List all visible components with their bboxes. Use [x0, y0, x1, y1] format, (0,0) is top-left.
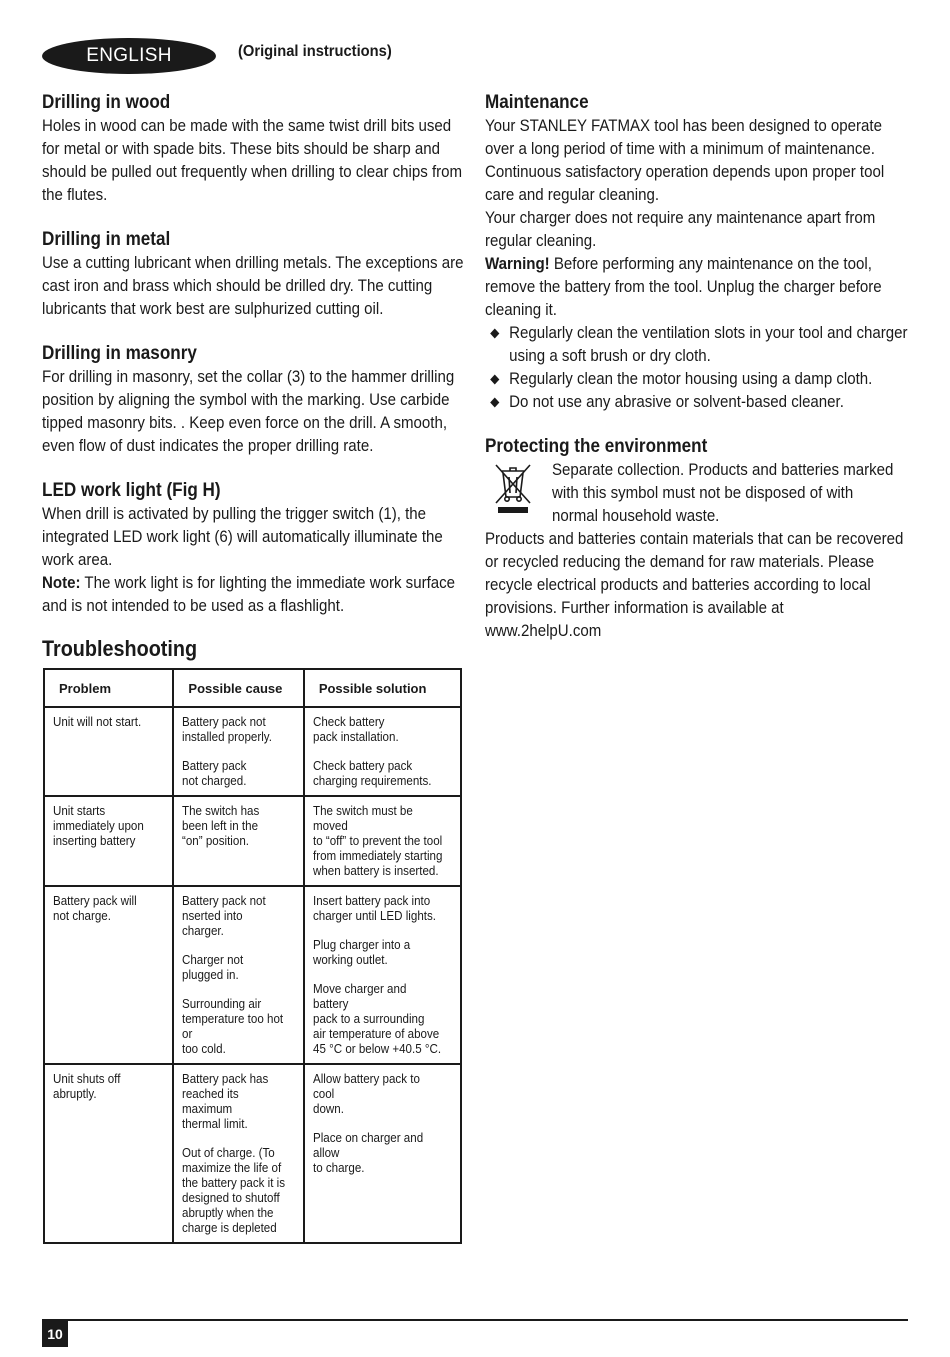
problem-cell — [44, 886, 173, 1064]
footer-rule — [42, 1319, 908, 1321]
section-title: Maintenance — [485, 92, 589, 113]
problem-text: Unit shuts off abruptly. — [53, 1072, 121, 1101]
problem-cell — [44, 707, 173, 796]
section-title: Troubleshooting — [42, 636, 198, 661]
section-title: LED work light (Fig H) — [42, 480, 221, 501]
cause-text: Surrounding air temperature too hot or too cold. — [182, 997, 284, 1056]
list-item: Regularly clean the motor housing using a damp cloth. — [485, 368, 928, 391]
note-paragraph — [42, 572, 465, 618]
section-body: For drilling in masonry, set the collar (3) to the hammer drilling position by aligning the symbol with the marking. Use carbide tipped masonry bits. . Keep even force on the drill. A smooth, even flow of dust indicates the proper drilling rate. — [42, 368, 455, 455]
section-maintenance — [485, 92, 908, 414]
diamond-bullet-icon — [490, 375, 499, 385]
section-drilling-wood — [42, 92, 467, 207]
section-led-work-light — [42, 480, 467, 618]
diamond-bullet-icon — [490, 329, 499, 339]
cause-cell — [173, 886, 303, 1064]
solution-text: Allow battery pack to cool down. — [312, 1072, 420, 1116]
document-subtitle: (Original instructions) — [238, 43, 392, 60]
section-body: Holes in wood can be made with the same twist drill bits used for metal or with spade bits. These bits should be sharp and should be pulled out frequently when drilling to clear chips from the flutes. — [42, 117, 463, 204]
problem-cell — [44, 796, 173, 886]
symbol-row — [485, 459, 905, 528]
solution-text: The switch must be moved to “off” to prevent the tool from immediately starting when battery is inserted. — [312, 804, 443, 878]
cause-text: Out of charge. (To maximize the life of the battery pack it is designed to shutoff abruptly when the charge is depleted — [182, 1146, 286, 1235]
language-label: ENGLISH — [86, 45, 172, 66]
diamond-bullet-icon — [490, 398, 499, 408]
section-title: Drilling in metal — [42, 229, 171, 250]
solution-text: Place on charger and allow to charge. — [312, 1131, 423, 1175]
language-badge — [42, 38, 216, 74]
table-row — [44, 796, 461, 886]
table-header-cause: Possible cause — [173, 669, 303, 707]
cause-cell — [173, 796, 303, 886]
cause-text: Battery pack not installed properly. — [182, 715, 273, 744]
solution-cell — [304, 1064, 461, 1243]
solution-text: Move charger and battery pack to a surrounding air temperature of above 45 °C or below +40.5 °C. — [312, 982, 441, 1056]
problem-text: Battery pack will not charge. — [53, 894, 137, 923]
left-column — [42, 92, 467, 1266]
solution-text: Check battery pack charging requirements. — [312, 759, 432, 788]
table-row — [44, 886, 461, 1064]
section-title: Drilling in masonry — [42, 343, 197, 364]
section-environment — [485, 436, 905, 643]
symbol-text: Separate collection. Products and batteries marked with this symbol must not be disposed of with normal household waste. — [552, 461, 894, 525]
section-drilling-metal — [42, 229, 467, 321]
note-text: The work light is for lighting the immediate work surface and is not intended to be used as a flashlight. — [42, 574, 456, 615]
symbol-text-block — [552, 459, 922, 528]
crossed-out-wheelie-bin-icon — [490, 461, 538, 517]
solution-cell — [304, 886, 461, 1064]
warning-label: Warning! — [485, 255, 550, 273]
page-number: 10 — [42, 1321, 68, 1347]
cause-text: Battery pack not nserted into charger. — [182, 894, 267, 938]
maintenance-list — [485, 322, 908, 414]
troubleshooting-table — [43, 668, 462, 1244]
section-troubleshooting — [42, 636, 467, 1244]
list-item: Do not use any abrasive or solvent-based cleaner. — [485, 391, 928, 414]
list-item: Regularly clean the ventilation slots in your tool and charger using a soft brush or dry cloth. — [485, 322, 928, 368]
warning-paragraph — [485, 253, 904, 322]
right-column — [485, 92, 908, 665]
section-drilling-masonry — [42, 343, 467, 458]
section-body: When drill is activated by pulling the trigger switch (1), the integrated LED work light (6) will automatically illuminate the work area. — [42, 505, 443, 569]
section-body: Your STANLEY FATMAX tool has been designed to operate over a long period of time with a minimum of maintenance. Continuous satisfactory operation depends upon proper tool care and regular cleaning. — [485, 117, 885, 204]
problem-cell — [44, 1064, 173, 1243]
solution-cell — [304, 707, 461, 796]
solution-text: Insert battery pack into charger until LED lights. — [312, 894, 436, 923]
solution-text: Plug charger into a working outlet. — [312, 938, 411, 967]
cause-text: Battery pack not charged. — [182, 759, 247, 788]
problem-text: Unit will not start. — [53, 715, 142, 729]
table-header-problem: Problem — [44, 669, 173, 707]
section-body: Products and batteries contain materials that can be recovered or recycled reducing the demand for raw materials. Please recycle electrical products and batteries according to local provisions. Further information is available at www.2helpU.com — [485, 530, 904, 640]
note-label: Note: — [42, 574, 81, 592]
section-title: Protecting the environment — [485, 436, 708, 457]
table-row — [44, 707, 461, 796]
section-title: Drilling in wood — [42, 92, 171, 113]
cause-cell — [173, 1064, 303, 1243]
cause-text: The switch has been left in the “on” position. — [182, 804, 260, 848]
section-body: Use a cutting lubricant when drilling metals. The exceptions are cast iron and brass which should be drilled dry. The cutting lubricants that work best are sulphurized cutting oil. — [42, 254, 464, 318]
table-row — [44, 1064, 461, 1243]
section-body: Your charger does not require any maintenance apart from regular cleaning. — [485, 209, 876, 250]
solution-text: Check battery pack installation. — [312, 715, 399, 744]
cause-cell — [173, 707, 303, 796]
cause-text: Battery pack has reached its maximum thermal limit. — [182, 1072, 269, 1131]
solution-cell — [304, 796, 461, 886]
problem-text: Unit starts immediately upon inserting battery — [53, 804, 144, 848]
warning-text: Before performing any maintenance on the tool, remove the battery from the tool. Unplug the charger before cleaning it. — [485, 255, 882, 319]
cause-text: Charger not plugged in. — [182, 953, 244, 982]
table-header-solution: Possible solution — [304, 669, 461, 707]
